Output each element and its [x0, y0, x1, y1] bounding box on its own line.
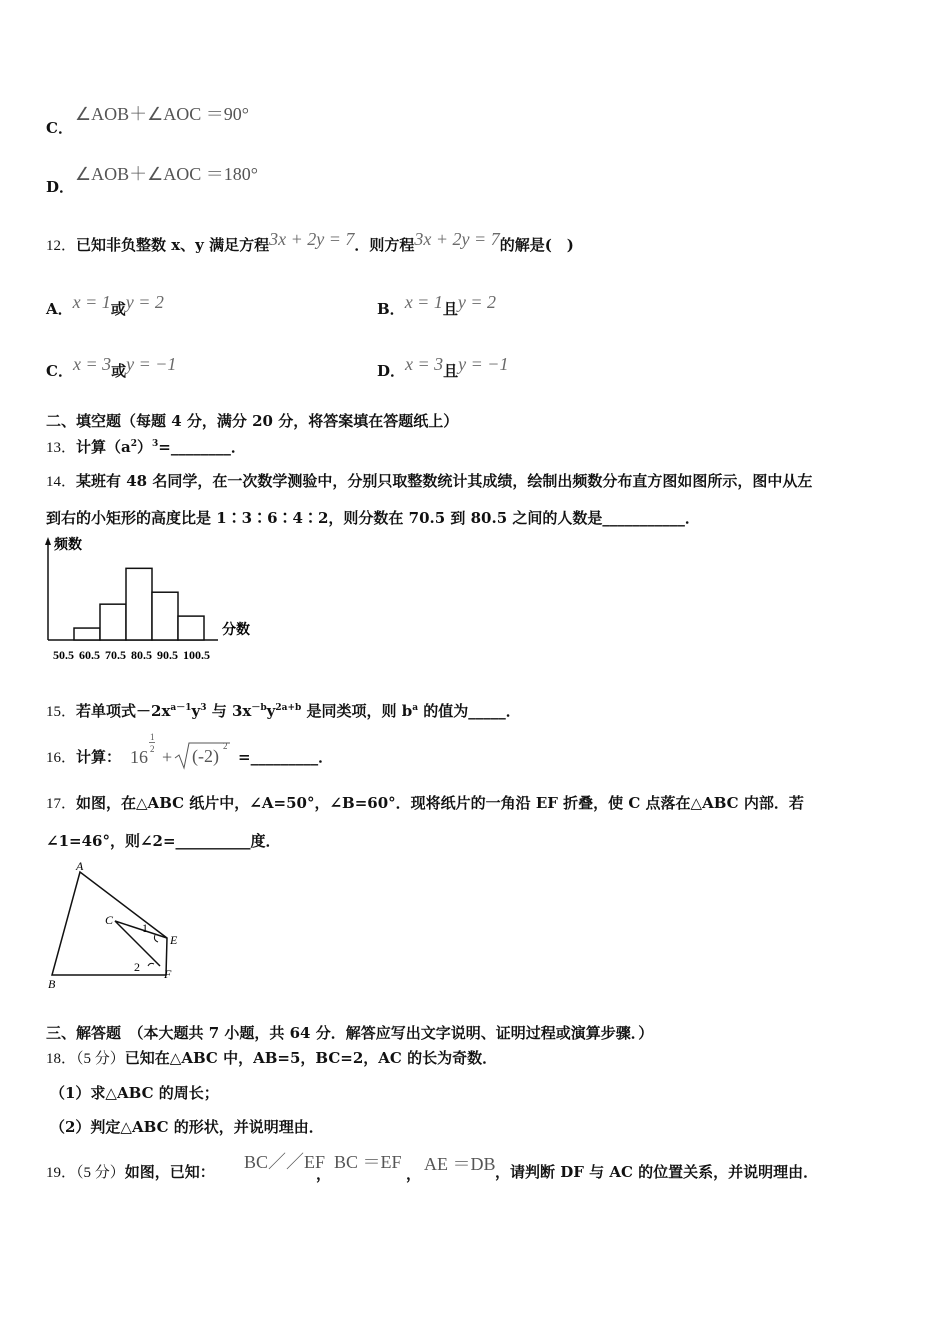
x-tick-label: 50.5: [53, 648, 74, 662]
histogram-bar: [152, 592, 178, 640]
q12-option-c: C．x = 3或y = −1: [46, 354, 177, 380]
section-2-heading: 二、填空题（每题 4 分，满分 20 分，将答案填在答题纸上）: [46, 412, 459, 430]
condition-bc-parallel-ef: BC／／EF: [244, 1152, 326, 1172]
label-a: A: [76, 859, 84, 873]
label-angle-2: 2: [134, 960, 140, 974]
option-d-expression: ∠AOB＋∠AOC ＝180°: [75, 164, 258, 184]
frequency-histogram: [40, 532, 280, 667]
x-tick-label: 100.5: [183, 648, 210, 662]
folded-corner: [115, 921, 167, 966]
label-e: E: [170, 933, 178, 947]
separator-2: ，: [406, 1165, 422, 1183]
separator-1: ，: [316, 1165, 332, 1183]
histogram-bar: [126, 568, 152, 640]
question-14-line1: 14．某班有 48 名同学，在一次数学测验中，分别只取整数统计其成绩，绘制出频数分布直方图如图所示，图中从左: [46, 472, 813, 490]
y-axis-arrow: [45, 537, 51, 545]
condition-bc-equals-ef: BC ＝EF: [334, 1152, 402, 1172]
triangle-fold-figure: [40, 858, 190, 993]
option-c-label: C．: [46, 119, 73, 137]
question-18-part-2: （2）判定△ABC 的形状，并说明理由．: [50, 1118, 324, 1136]
x-tick-label: 60.5: [79, 648, 100, 662]
x-axis-label: 分数: [222, 623, 250, 638]
x-tick-label: 80.5: [131, 648, 152, 662]
q12-option-a: A．x = 1或y = 2: [46, 292, 164, 318]
question-19: 19．（5 分）如图，已知：: [46, 1163, 215, 1181]
section-3-heading: 三、解答题 （本大题共 7 小题，共 64 分．解答应写出文字说明、证明过程或演算步骤．）: [46, 1024, 654, 1042]
histogram-bar: [74, 628, 100, 640]
q12-option-b: B．x = 1且y = 2: [377, 292, 496, 318]
label-f: F: [164, 967, 172, 981]
q12-option-d: D．x = 3且y = −1: [377, 354, 509, 380]
y-axis-label: 频数: [54, 538, 82, 553]
question-12: 12．已知非负整数 x、y 满足方程3x + 2y = 7．则方程3x + 2y = 7的解是( ): [46, 229, 574, 254]
angle-1-arc: [154, 935, 158, 942]
question-18: 18．（5 分）已知在△ABC 中，AB=5，BC=2，AC 的长为奇数．: [46, 1049, 498, 1067]
x-tick-label: 90.5: [157, 648, 178, 662]
label-c: C: [105, 913, 114, 927]
label-b: B: [48, 977, 56, 991]
question-16: 16．计算：: [46, 748, 122, 766]
angle-2-arc: [148, 963, 154, 966]
label-angle-1: 1: [142, 921, 148, 935]
histogram-bar: [100, 604, 126, 640]
x-tick-label: 70.5: [105, 648, 126, 662]
question-17-line2: ∠1=46°，则∠2=__________度．: [46, 832, 281, 850]
condition-ae-equals-db: AE ＝DB: [424, 1154, 496, 1174]
question-17-line1: 17．如图，在△ABC 纸片中，∠A=50°，∠B=60°．现将纸片的一角沿 EF 折叠，使 C 点落在△ABC 内部．若: [46, 794, 804, 812]
question-14-line2: 到右的小矩形的高度比是 1∶3∶6∶4∶2，则分数在 70.5 到 80.5 之间的人数是___________．: [46, 509, 700, 527]
question-15: 15．若单项式$-2x^{a-1}y^3$ 与 $3x^{-b}y^{2a+b}$ 是同类项，则 $b^a$ 的值为_____．: [46, 702, 521, 720]
histogram-bar: [178, 616, 204, 640]
q16-expression: 16 1 2 + (-2) 2 =_________．: [130, 731, 340, 771]
question-18-part-1: （1）求△ABC 的周长；: [50, 1084, 219, 1102]
option-c-expression: ∠AOB＋∠AOC ＝90°: [75, 104, 249, 124]
question-13: 13．计算$(a^2)^3=\_\_\_\_\_\_\_\_$．: [46, 438, 246, 456]
question-19-tail: ，请判断 DF 与 AC 的位置关系，并说明理由．: [495, 1163, 819, 1181]
option-d-label: D．: [46, 178, 75, 196]
